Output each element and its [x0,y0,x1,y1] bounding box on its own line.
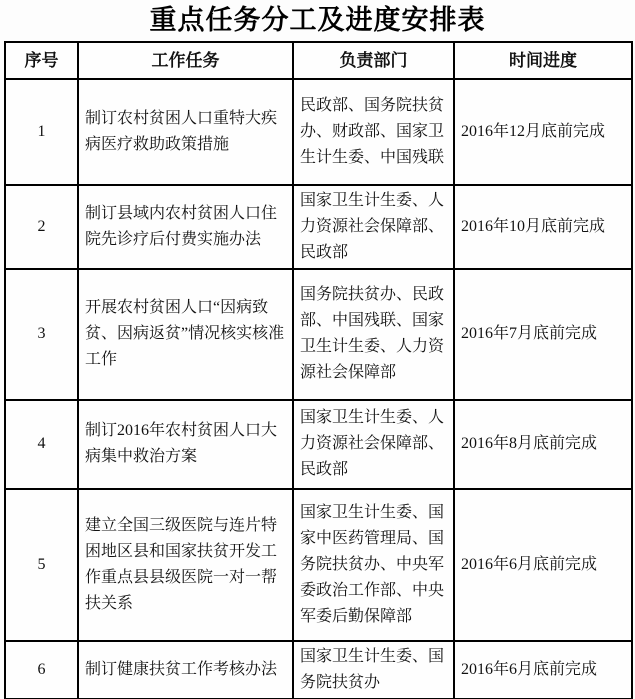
cell-serial-number: 2 [5,185,78,269]
cell-serial-number: 4 [5,400,78,489]
table-header [5,42,632,79]
page-title: 重点任务分工及进度安排表 [149,5,486,35]
cell-work-task: 建立全国三级医院与连片特困地区县和国家扶贫开发工作重点县县级医院一对一帮扶关系 [78,489,293,641]
cell-time-progress: 2016年8月底前完成 [454,400,632,489]
cell-time-progress: 2016年12月底前完成 [454,79,632,185]
table-row [5,269,632,400]
cell-time-progress: 2016年7月底前完成 [454,269,632,400]
cell-serial-number: 6 [5,641,78,699]
cell-responsible-departments: 国家卫生计生委、人力资源社会保障部、民政部 [293,400,454,489]
cell-responsible-departments: 国家卫生计生委、人力资源社会保障部、民政部 [293,185,454,269]
cell-time-progress: 2016年6月底前完成 [454,641,632,699]
table-row [5,400,632,489]
table-row [5,185,632,269]
cell-responsible-departments: 国务院扶贫办、民政部、中国残联、国家卫生计生委、人力资源社会保障部 [293,269,454,400]
cell-serial-number: 3 [5,269,78,400]
table-row [5,489,632,641]
cell-time-progress: 2016年10月底前完成 [454,185,632,269]
cell-work-task: 制订2016年农村贫困人口大病集中救治方案 [78,400,293,489]
header-responsible-departments: 负责部门 [293,42,454,79]
header-row [5,42,632,79]
cell-responsible-departments: 国家卫生计生委、国家中医药管理局、国务院扶贫办、中央军委政治工作部、中央军委后勤保障部 [293,489,454,641]
header-time-progress: 时间进度 [454,42,632,79]
cell-responsible-departments: 国家卫生计生委、国务院扶贫办 [293,641,454,699]
cell-work-task: 制订农村贫困人口重特大疾病医疗救助政策措施 [78,79,293,185]
table-row [5,641,632,699]
cell-work-task: 制订县域内农村贫困人口住院先诊疗后付费实施办法 [78,185,293,269]
header-work-task: 工作任务 [78,42,293,79]
cell-time-progress: 2016年6月底前完成 [454,489,632,641]
table-body [5,79,632,699]
cell-work-task: 开展农村贫困人口“因病致贫、因病返贫”情况核实核准工作 [78,269,293,400]
table-row [5,79,632,185]
cell-serial-number: 5 [5,489,78,641]
cell-serial-number: 1 [5,79,78,185]
cell-responsible-departments: 民政部、国务院扶贫办、财政部、国家卫生计生委、中国残联 [293,79,454,185]
task-schedule-table [4,41,633,699]
header-serial-number: 序号 [5,42,78,79]
cell-work-task: 制订健康扶贫工作考核办法 [78,641,293,699]
